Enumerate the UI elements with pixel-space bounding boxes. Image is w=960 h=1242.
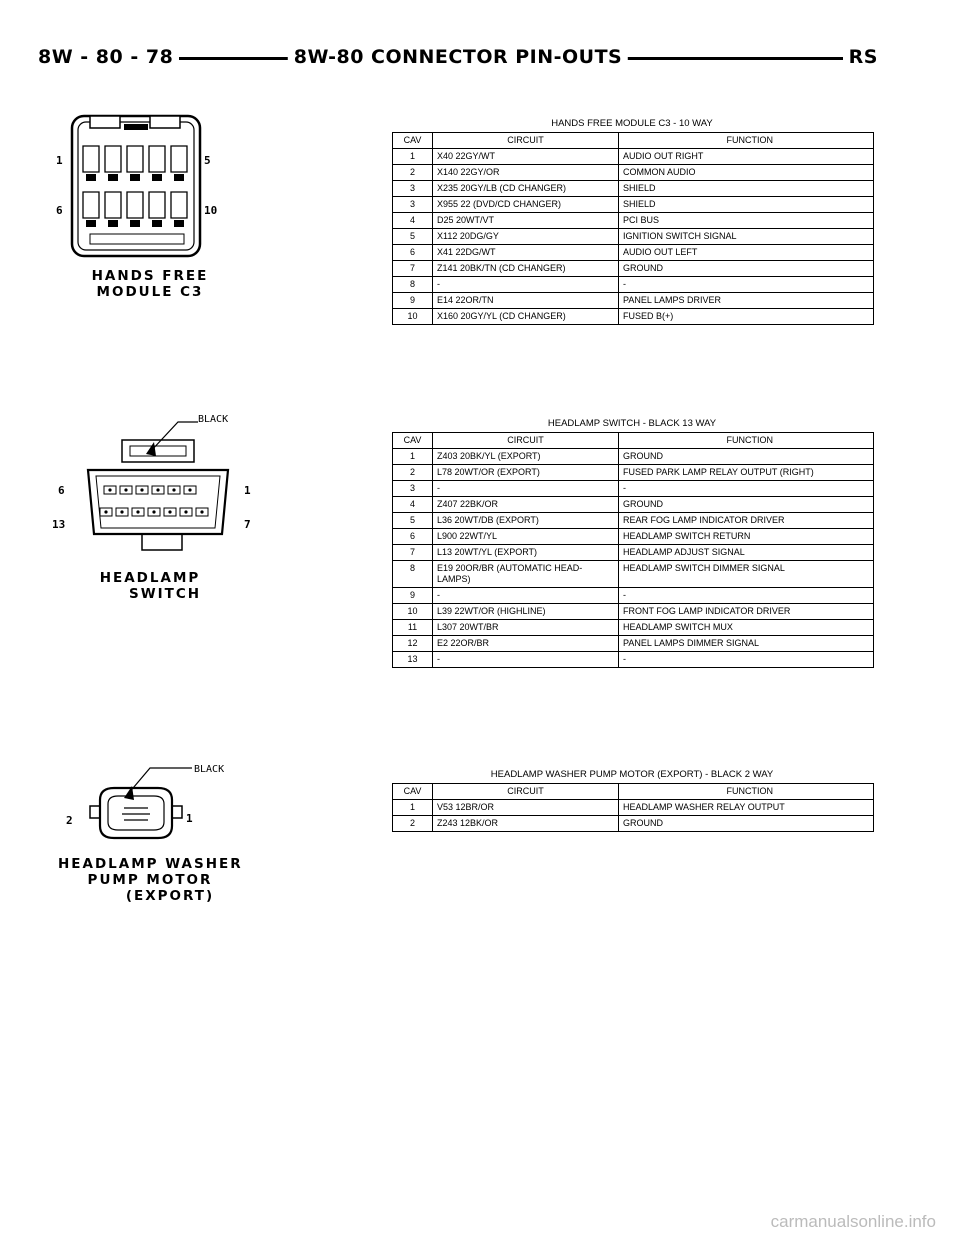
table-row bbox=[393, 529, 874, 545]
cav-cell: 9 bbox=[393, 588, 433, 604]
cav-cell: 7 bbox=[393, 261, 433, 277]
function-cell: - bbox=[619, 652, 874, 668]
function-cell: HEADLAMP ADJUST SIGNAL bbox=[619, 545, 874, 561]
circuit-cell: X160 20GY/YL (CD CHANGER) bbox=[433, 309, 619, 325]
circuit-cell: X955 22 (DVD/CD CHANGER) bbox=[433, 197, 619, 213]
circuit-cell: Z141 20BK/TN (CD CHANGER) bbox=[433, 261, 619, 277]
headlamp-switch-connector-figure bbox=[50, 410, 250, 610]
table-row bbox=[393, 816, 874, 832]
function-cell: IGNITION SWITCH SIGNAL bbox=[619, 229, 874, 245]
cav-cell: 5 bbox=[393, 513, 433, 529]
function-cell: - bbox=[619, 481, 874, 497]
function-cell: HEADLAMP SWITCH MUX bbox=[619, 620, 874, 636]
function-cell: COMMON AUDIO bbox=[619, 165, 874, 181]
figure-label-line1: HANDS FREE bbox=[91, 268, 209, 284]
headlamp-washer-pump-connector-figure bbox=[50, 760, 250, 920]
function-cell: GROUND bbox=[619, 261, 874, 277]
circuit-cell: L307 20WT/BR bbox=[433, 620, 619, 636]
pin-label-6: 6 bbox=[58, 484, 65, 497]
circuit-cell: E14 22OR/TN bbox=[433, 293, 619, 309]
table-header-row bbox=[393, 133, 874, 149]
hands-free-module-connector-figure bbox=[50, 108, 230, 308]
function-cell: REAR FOG LAMP INDICATOR DRIVER bbox=[619, 513, 874, 529]
circuit-cell: L13 20WT/YL (EXPORT) bbox=[433, 545, 619, 561]
cav-cell: 1 bbox=[393, 449, 433, 465]
cav-cell: 10 bbox=[393, 309, 433, 325]
header-function: FUNCTION bbox=[619, 433, 874, 449]
circuit-cell: E19 20OR/BR (AUTOMATIC HEAD-LAMPS) bbox=[433, 561, 619, 588]
table-row bbox=[393, 604, 874, 620]
table-row bbox=[393, 620, 874, 636]
table-title: HEADLAMP SWITCH - BLACK 13 WAY bbox=[547, 418, 717, 429]
circuit-cell: X235 20GY/LB (CD CHANGER) bbox=[433, 181, 619, 197]
circuit-cell: Z243 12BK/OR bbox=[433, 816, 619, 832]
header-function: FUNCTION bbox=[619, 784, 874, 800]
header-function: FUNCTION bbox=[619, 133, 874, 149]
pin-label-13: 13 bbox=[52, 518, 66, 531]
table-row bbox=[393, 449, 874, 465]
figure-label-line3: (EXPORT) bbox=[125, 888, 215, 904]
circuit-cell: - bbox=[433, 588, 619, 604]
table-header-row bbox=[393, 433, 874, 449]
cav-cell: 8 bbox=[393, 561, 433, 588]
function-cell: GROUND bbox=[619, 497, 874, 513]
header-circuit: CIRCUIT bbox=[433, 133, 619, 149]
function-cell: HEADLAMP WASHER RELAY OUTPUT bbox=[619, 800, 874, 816]
pin-label-1: 1 bbox=[244, 484, 251, 497]
circuit-cell: L39 22WT/OR (HIGHLINE) bbox=[433, 604, 619, 620]
cav-cell: 6 bbox=[393, 245, 433, 261]
circuit-cell: V53 12BR/OR bbox=[433, 800, 619, 816]
function-cell: GROUND bbox=[619, 816, 874, 832]
cav-cell: 1 bbox=[393, 149, 433, 165]
function-cell: PCI BUS bbox=[619, 213, 874, 229]
cav-cell: 8 bbox=[393, 277, 433, 293]
circuit-cell: Z407 22BK/OR bbox=[433, 497, 619, 513]
function-cell: AUDIO OUT RIGHT bbox=[619, 149, 874, 165]
function-cell: SHIELD bbox=[619, 197, 874, 213]
connector-drawing bbox=[50, 108, 230, 268]
function-cell: HEADLAMP SWITCH DIMMER SIGNAL bbox=[619, 561, 874, 588]
function-cell: PANEL LAMPS DIMMER SIGNAL bbox=[619, 636, 874, 652]
figure-label-line2: PUMP MOTOR bbox=[87, 872, 213, 888]
table-row bbox=[393, 588, 874, 604]
table-row bbox=[393, 277, 874, 293]
pinout-table-hands-free bbox=[392, 132, 874, 325]
table-row bbox=[393, 245, 874, 261]
table-row bbox=[393, 800, 874, 816]
circuit-cell: X41 22DG/WT bbox=[433, 245, 619, 261]
table-row bbox=[393, 513, 874, 529]
circuit-cell: X40 22GY/WT bbox=[433, 149, 619, 165]
page-title: 8W-80 CONNECTOR PIN-OUTS bbox=[288, 46, 628, 68]
pin-label-1: 1 bbox=[186, 812, 193, 825]
connector-color-label: BLACK bbox=[194, 764, 225, 775]
pin-label-5: 5 bbox=[204, 154, 211, 167]
table-row bbox=[393, 545, 874, 561]
cav-cell: 4 bbox=[393, 213, 433, 229]
connector-figure-label bbox=[70, 570, 230, 602]
cav-cell: 3 bbox=[393, 197, 433, 213]
circuit-cell: - bbox=[433, 481, 619, 497]
connector-figure-label bbox=[70, 268, 230, 300]
header-circuit: CIRCUIT bbox=[433, 433, 619, 449]
function-cell: FUSED PARK LAMP RELAY OUTPUT (RIGHT) bbox=[619, 465, 874, 481]
table-row bbox=[393, 229, 874, 245]
circuit-cell: X140 22GY/OR bbox=[433, 165, 619, 181]
pin-label-10: 10 bbox=[204, 204, 218, 217]
table-row bbox=[393, 561, 874, 588]
pinout-table-washer-pump bbox=[392, 783, 874, 832]
connector-drawing bbox=[50, 760, 250, 860]
circuit-cell: L900 22WT/YL bbox=[433, 529, 619, 545]
table-row bbox=[393, 636, 874, 652]
circuit-cell: D25 20WT/VT bbox=[433, 213, 619, 229]
pin-label-7: 7 bbox=[244, 518, 251, 531]
table-header-row bbox=[393, 784, 874, 800]
circuit-cell: - bbox=[433, 277, 619, 293]
header-circuit: CIRCUIT bbox=[433, 784, 619, 800]
watermark: carmanualsonline.info bbox=[770, 1212, 936, 1231]
table-row bbox=[393, 497, 874, 513]
model-code: RS bbox=[843, 46, 884, 68]
cav-cell: 7 bbox=[393, 545, 433, 561]
circuit-cell: Z403 20BK/YL (EXPORT) bbox=[433, 449, 619, 465]
pin-label-6: 6 bbox=[56, 204, 63, 217]
header-cav: CAV bbox=[393, 784, 433, 800]
figure-label-line1: HEADLAMP bbox=[99, 570, 201, 586]
cav-cell: 3 bbox=[393, 181, 433, 197]
table-title: HANDS FREE MODULE C3 - 10 WAY bbox=[551, 118, 713, 129]
section-page-number: 8W - 80 - 78 bbox=[32, 46, 179, 68]
cav-cell: 11 bbox=[393, 620, 433, 636]
function-cell: FRONT FOG LAMP INDICATOR DRIVER bbox=[619, 604, 874, 620]
cav-cell: 1 bbox=[393, 800, 433, 816]
table-row bbox=[393, 652, 874, 668]
circuit-cell: - bbox=[433, 652, 619, 668]
connector-drawing bbox=[50, 410, 250, 560]
table-row bbox=[393, 197, 874, 213]
function-cell: - bbox=[619, 277, 874, 293]
table-row bbox=[393, 481, 874, 497]
cav-cell: 3 bbox=[393, 481, 433, 497]
connector-figure-label bbox=[50, 856, 250, 904]
cav-cell: 4 bbox=[393, 497, 433, 513]
table-row bbox=[393, 465, 874, 481]
figure-label-line1: HEADLAMP WASHER bbox=[58, 856, 243, 872]
header-cav: CAV bbox=[393, 133, 433, 149]
cav-cell: 2 bbox=[393, 465, 433, 481]
table-row bbox=[393, 261, 874, 277]
cav-cell: 2 bbox=[393, 816, 433, 832]
function-cell: FUSED B(+) bbox=[619, 309, 874, 325]
table-title: HEADLAMP WASHER PUMP MOTOR (EXPORT) - BLACK 2 WAY bbox=[490, 769, 774, 780]
cav-cell: 10 bbox=[393, 604, 433, 620]
table-row bbox=[393, 165, 874, 181]
figure-label-line2: MODULE C3 bbox=[96, 284, 204, 300]
pin-label-1: 1 bbox=[56, 154, 63, 167]
table-row bbox=[393, 293, 874, 309]
function-cell: SHIELD bbox=[619, 181, 874, 197]
circuit-cell: E2 22OR/BR bbox=[433, 636, 619, 652]
connector-color-label: BLACK bbox=[198, 414, 229, 425]
figure-label-line2: SWITCH bbox=[128, 586, 202, 602]
function-cell: GROUND bbox=[619, 449, 874, 465]
function-cell: HEADLAMP SWITCH RETURN bbox=[619, 529, 874, 545]
cav-cell: 12 bbox=[393, 636, 433, 652]
page-header bbox=[38, 46, 878, 72]
table-row bbox=[393, 309, 874, 325]
pin-label-2: 2 bbox=[66, 814, 73, 827]
table-row bbox=[393, 181, 874, 197]
cav-cell: 2 bbox=[393, 165, 433, 181]
header-cav: CAV bbox=[393, 433, 433, 449]
cav-cell: 13 bbox=[393, 652, 433, 668]
function-cell: PANEL LAMPS DRIVER bbox=[619, 293, 874, 309]
cav-cell: 9 bbox=[393, 293, 433, 309]
circuit-cell: L78 20WT/OR (EXPORT) bbox=[433, 465, 619, 481]
table-row bbox=[393, 213, 874, 229]
circuit-cell: L36 20WT/DB (EXPORT) bbox=[433, 513, 619, 529]
table-row bbox=[393, 149, 874, 165]
function-cell: AUDIO OUT LEFT bbox=[619, 245, 874, 261]
cav-cell: 6 bbox=[393, 529, 433, 545]
pinout-table-headlamp-switch bbox=[392, 432, 874, 668]
function-cell: - bbox=[619, 588, 874, 604]
circuit-cell: X112 20DG/GY bbox=[433, 229, 619, 245]
cav-cell: 5 bbox=[393, 229, 433, 245]
